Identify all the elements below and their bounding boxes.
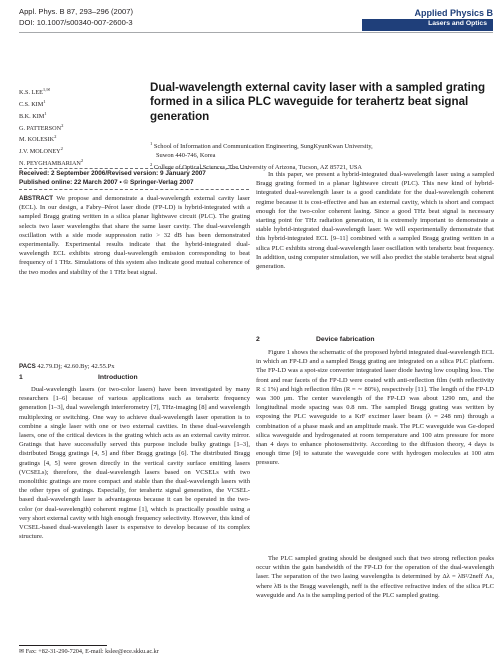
affiliation-2: $^2$ College of Optical Sciences, The University of Arizona, Tucson, AZ 85721, USA: [150, 161, 362, 171]
paragraph: Figure 1 shows the schematic of the proposed hybrid integrated dual-wavelength ECL in which an FP-LD and a sampled Bragg grating are integrated on a silica PLC platform. The FP-LD was a spot-size converter integrated laser diode having low coupling loss. The front and rear facets of the FP-LD were coated with anti-reflection film (with reflectivity R ≤ 1%) and high reflection film (R = ∼ 80%), respectively [11]. The length of the FP-LD was 300 μm. The center wavelength of the FP-LD was about 1290 nm, and the longitudinal mode spacing was 0.8 nm. The sampled Bragg grating was written by exposing the PLC waveguide to a KrF excimer laser beam (λ = 248 nm) through a combination of a phase mask and an amplitude mask. The PLC waveguide was Ge-doped silica waveguide and hydrogenated at room temperature and 100 atm pressure for more than 4 days to enhance photosensitivity. According to the diffusion theory, 4 days is enough time [9] to saturate the waveguide core with hydrogen molecules at 100 atm pressure.: [256, 349, 494, 467]
author-list: [19, 86, 139, 169]
author: B.K. KIM$^1$: [19, 110, 47, 120]
footnote: ✉ Fax: +82-31-290-7204, E-mail: kslee@ece.skku.ac.kr: [19, 648, 159, 655]
abstract-text: We propose and demonstrate a dual-wavelength external cavity laser (ECL). In our design, a Fabry–Pérot laser diode (FP-LD) is hybrid-integrated with a sampled Bragg grating written in a silica planar lightwave circuit (PLC). The grating selects two laser wavelengths that share the same laser cavity. The dual-wavelength oscillation with a side mode suppression ratio > 32 dB has been demonstrated experimentally. Experimental results indicate that the hybrid-integrated dual-wavelength ECL exhibits strong dual-wavelength emission corresponding to beat frequency of 1 THz. Simulations of this system also indicate good mutual coherence of the two modes and stability of the 1 THz beat signal.: [19, 195, 250, 276]
doi-line: DOI: 10.1007/s00340-007-2600-3: [19, 18, 133, 27]
author: C.S. KIM$^1$: [19, 98, 46, 108]
paper-title: Dual-wavelength external cavity laser with a sampled grating formed in a silica PLC waveguide for terahertz beat signal generation: [150, 81, 486, 123]
section-body: [256, 348, 494, 468]
header-rule: [19, 32, 493, 33]
author: N. PEYGHAMBARIAN$^2$: [19, 158, 84, 168]
author: G. PATTERSON$^2$: [19, 122, 64, 132]
abstract: [19, 194, 250, 277]
intro-paragraph: In this paper, we present a hybrid-integrated dual-wavelength laser using a sampled Bragg grating formed in a planar lightwave circuit (PLC). This new kind of hybrid-integrated dual-wavelength laser is a good candidate for the dual-wavelength coherent regime because it is cost-effective and has an external cavity, which is short and compact enough for the two-color coherent lasing. Since a good THz beat signal is necessary starting point for THz radiation generation, it is extremely important to demonstrate a stable hybrid-integrated dual-wavelength laser. We will experimentally demonstrate that this hybrid-integrated ECL [9–11] combined with a sampled Bragg grating written in a silica PLC exhibits strong dual-wavelength laser oscillation with terahertz beat frequency. In addition, using computer simulation, we will also predict the stable terahertz beat signal generation.: [256, 171, 494, 271]
section-heading: [19, 373, 250, 382]
affiliation-1: $^1$ School of Information and Communication Engineering, SungKyunKwan University,: [150, 141, 373, 151]
section-body: [19, 385, 250, 541]
section-body: [256, 554, 494, 600]
received-dates: Received: 2 September 2006/Revised version: 9 January 2007 Published online: 22 March 2007 • © Springer-Verlag 2007: [19, 170, 206, 186]
journal-brand: Applied Physics B: [414, 8, 493, 18]
section-number: 1: [19, 374, 23, 381]
affiliation-1-cont: Suwon 440-746, Korea: [156, 151, 216, 159]
journal-brand-bar: [362, 19, 493, 31]
pacs-label: PACS: [19, 363, 36, 370]
section-title: Device fabrication: [316, 336, 375, 343]
pacs-text: 42.79.Dj; 42.60.By; 42.55.Px: [37, 363, 115, 370]
journal-brand-subtitle: Lasers and Optics: [428, 20, 487, 27]
paragraph: Dual-wavelength lasers (or two-color lasers) have been investigated by many researchers [1–6] because of various applications such as terahertz frequency generation [1–3], dual wavelength interferometry [7], THz-imaging [8] and wavelength multiplexing or switching. One way to achieve dual-wavelength laser operation is to combine a single laser with one or two external cavities. In these dual-wavelength lasers, one of the critical devices is the grating which acts as an external cavity mirror. Gratings that have successfully served this purpose include bulky gratings [1–3], distributed Bragg gratings [4, 5] and fiber Bragg gratings [6]. The distributed Bragg gratings [4, 5] were grown directly in the vertical cavity surface emitting lasers (VCSELs); therefore, the dual-wavelength lasers based on VCSELs with two monolithic gratings are more compact and stable than the dual-wavelength lasers with the other types of gratings. Especially, for terahertz signal generation, the VCSEL-based dual-wavelength laser is advantageous because it can be operated in the two-color (or dual-wavelength) coherent regime [1], which is practically possible using a very short external cavity with high enough frequency selectivity. However, this kind of VCSEL-based dual-wavelength laser is expensive to develop because of its complex structure.: [19, 386, 250, 541]
author: K.S. $LEE^{1,✉}$: [19, 87, 51, 97]
journal-citation: Appl. Phys. B 87, 293–296 (2007): [19, 7, 133, 16]
section-heading: [256, 335, 494, 344]
pacs-codes: [19, 362, 250, 371]
author: J.V. MOLONEY$^2$: [19, 146, 63, 156]
author: M. KOLESIK$^2$: [19, 134, 57, 144]
abstract-label: ABSTRACT: [19, 195, 54, 202]
divider: [19, 189, 249, 190]
paragraph: The PLC sampled grating should be designed such that two strong reflection peaks occur within the gain bandwidth of the FP-LD for the operation of the dual-wavelength laser. The separation of the two lasing wavelengths is determined by Δλ = λB²/2neff Λs, where λB is the Bragg wavelength, neff is the effective refractive index of the silica PLC waveguide and Λs is the sampling period of the PLC sampled grating.: [256, 555, 494, 599]
divider: [19, 168, 249, 169]
section-number: 2: [256, 336, 260, 343]
journal-header: [19, 6, 133, 28]
section-title: Introduction: [98, 374, 138, 381]
footnote-rule: [19, 645, 107, 646]
